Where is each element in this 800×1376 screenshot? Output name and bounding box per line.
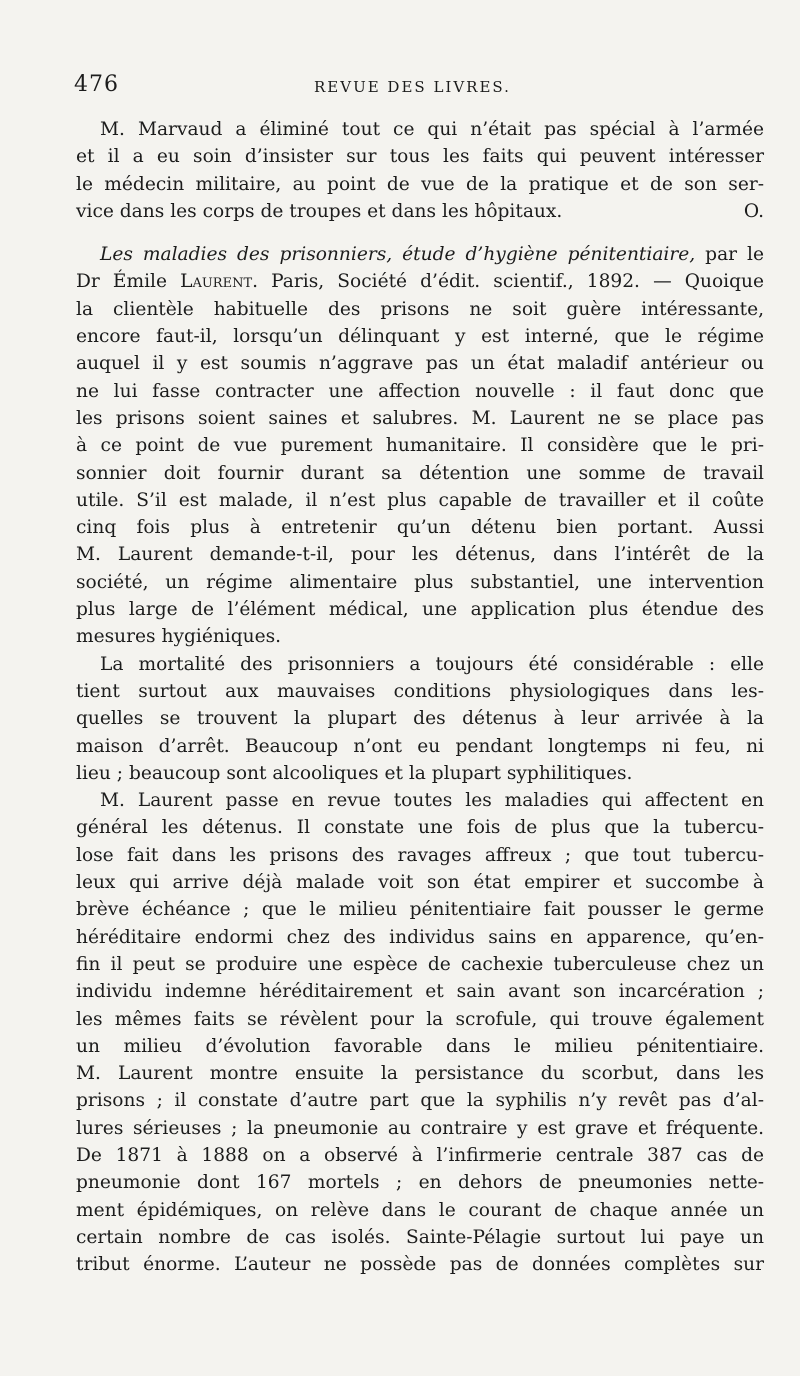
text-line [76,198,764,225]
page-number: 476 [74,72,119,97]
text-line: la clientèle habituelle des prisons ne soit guère intéressante, [76,298,764,320]
text-line: à ce point de vue purement humanitaire. Il considère que le pri- [76,435,764,457]
text-line: mesures hygiéniques. [76,626,282,648]
text-line: prisons ; il constate d’autre part que la syphilis n’y revêt pas d’al- [76,1090,764,1112]
text-line: auquel il y est soumis n’aggrave pas un état maladif antérieur ou [76,353,764,375]
text-line [76,268,764,295]
text-line: les prisons soient saines et salubres. M. Laurent ne se place pas [76,407,764,429]
text-line-content: vice dans les corps de troupes et dans les hôpitaux. [76,200,563,222]
text-line: lures sérieuses ; la pneumonie au contraire y est grave et fréquente. [76,1117,764,1139]
page-header [74,72,764,102]
paragraph-3 [76,651,764,787]
book-title: Les maladies des prisonniers, étude d’hygiène pénitentiaire, [100,244,696,266]
text-line: le médecin militaire, au point de vue de la pratique et de son ser- [76,173,764,195]
running-title: REVUE DES LIVRES. [314,78,511,96]
signature: O. [743,200,764,222]
author-name: Laurent [180,271,253,293]
paragraph-4 [76,787,764,1278]
body-text [76,116,764,1278]
text-line: ment épidémiques, on relève dans le courant de chaque année un [76,1199,764,1221]
text-line: utile. S’il est malade, il n’est plus capable de travailler et il coûte [76,489,764,511]
text-line [76,241,764,268]
text-line: société, un régime alimentaire plus substantiel, une intervention [76,571,764,593]
text-line: M. Laurent passe en revue toutes les maladies qui affectent en [100,790,764,812]
text-line: tribut énorme. L’auteur ne possède pas de données complètes sur [76,1254,764,1276]
text-line: La mortalité des prisonniers a toujours été considérable : elle [100,653,764,675]
text-line: pneumonie dont 167 mortels ; en dehors de pneumonies nette- [76,1172,764,1194]
paragraph-1 [76,116,764,225]
text-line: ne lui fasse contracter une affection nouvelle : il faut donc que [76,380,764,402]
paragraph-2 [76,241,764,650]
text-line: tient surtout aux mauvaises conditions physiologiques dans les- [76,680,764,702]
text-line: individu indemne héréditairement et sain avant son incarcération ; [76,981,764,1003]
text-line: fin il peut se produire une espèce de cachexie tuberculeuse chez un [76,953,764,975]
text-line: les mêmes faits se révèlent pour la scrofule, qui trouve également [76,1008,764,1030]
text-line: quelles se trouvent la plupart des détenus à leur arrivée à la [76,708,764,730]
text-line: encore faut-il, lorsqu’un délinquant y est interné, que le régime [76,326,764,348]
text-line: M. Marvaud a éliminé tout ce qui n’était pas spécial à l’armée [100,119,764,140]
text-line: général les détenus. Il constate une fois de plus que la tubercu- [76,817,764,839]
author-prefix: Dr Émile [76,271,181,293]
text-line: M. Laurent montre ensuite la persistance du scorbut, dans les [76,1063,764,1085]
title-rest: par le [695,244,764,266]
text-line: M. Laurent demande-t-il, pour les détenus, dans l’intérêt de la [76,544,764,566]
text-line: maison d’arrêt. Beaucoup n’ont eu pendant longtemps ni feu, ni [76,735,764,757]
text-line: lieu ; beaucoup sont alcooliques et la plupart syphilitiques. [76,762,633,784]
text-line: leux qui arrive déjà malade voit son état empirer et succombe à [76,872,764,894]
text-line: brève échéance ; que le milieu pénitentiaire fait pousser le germe [76,899,764,921]
text-line: certain nombre de cas isolés. Sainte-Pélagie surtout lui paye un [76,1226,764,1248]
text-line: un milieu d’évolution favorable dans le milieu pénitentiaire. [76,1035,764,1057]
text-line: sonnier doit fournir durant sa détention une somme de travail [76,462,764,484]
text-line: cinq fois plus à entretenir qu’un détenu bien portant. Aussi [76,517,764,539]
paragraph-gap [76,225,764,241]
text-line: lose fait dans les prisons des ravages affreux ; que tout tubercu- [76,844,764,866]
text-line: De 1871 à 1888 on a observé à l’infirmerie centrale 387 cas de [76,1144,764,1166]
text-line: plus large de l’élément médical, une application plus étendue des [76,599,764,621]
text-line: héréditaire endormi chez des individus sains en apparence, qu’en- [76,926,764,948]
text-line-rest: . Paris, Société d’édit. scientif., 1892. — Quoique [252,271,765,293]
text-line: et il a eu soin d’insister sur tous les faits qui peuvent intéresser [76,146,764,168]
